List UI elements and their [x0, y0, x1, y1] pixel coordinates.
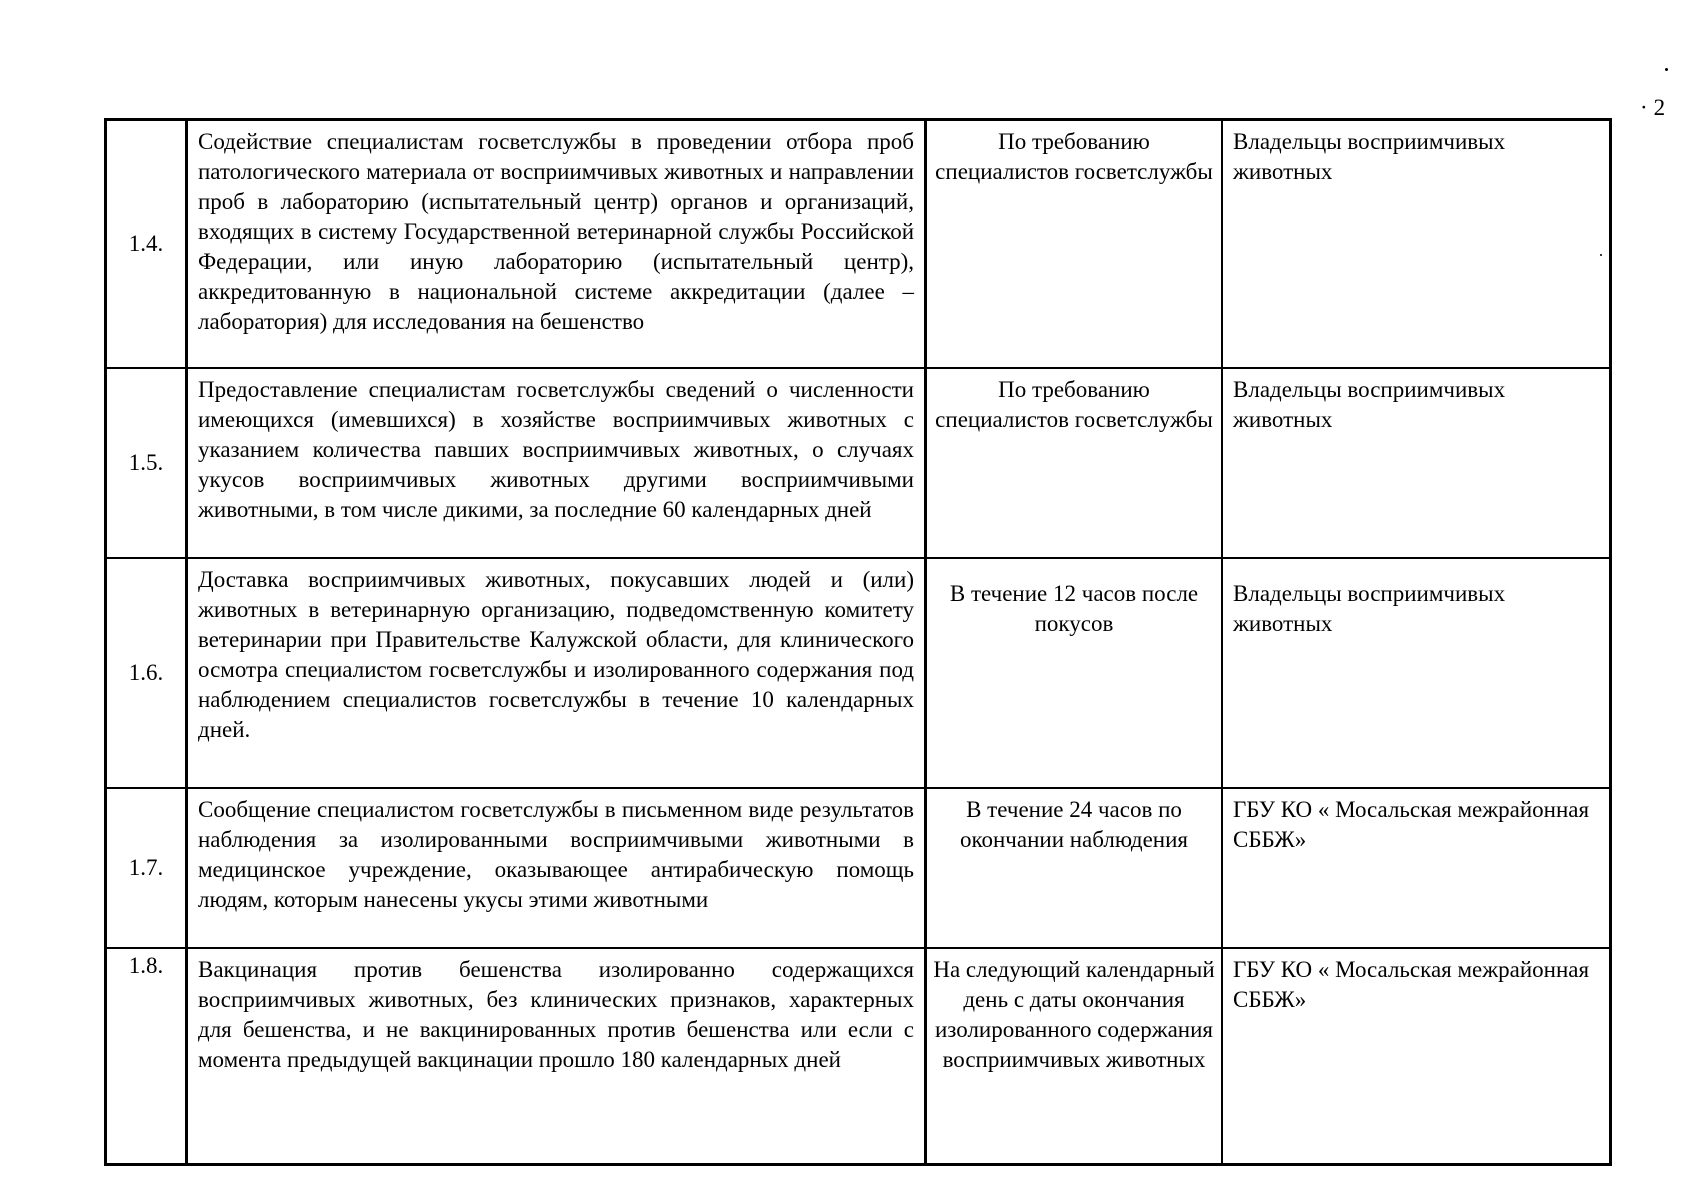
- scan-speck: [1665, 68, 1668, 71]
- row-number: 1.6.: [106, 558, 187, 788]
- page-number-value: 2: [1653, 95, 1666, 120]
- row-responsible: Владельцы восприимчивых животных: [1222, 368, 1611, 558]
- row-number: 1.4.: [106, 120, 187, 369]
- row-responsible: Владельцы восприимчивых животных: [1222, 558, 1611, 788]
- table-row: [106, 788, 1611, 948]
- row-responsible: ГБУ КО « Мосальская межрайонная СББЖ»: [1222, 948, 1611, 1165]
- row-deadline: В течение 24 часов по окончании наблюдения: [926, 788, 1223, 948]
- row-deadline: В течение 12 часов после покусов: [926, 558, 1223, 788]
- row-number: 1.8.: [106, 948, 187, 1165]
- table-row: [106, 120, 1611, 369]
- row-description: Предоставление специалистам госветслужбы сведений о численности имеющихся (имевшихся) в хозяйстве восприимчивых животных с указанием количества павших восприимчивых животных, о случаях укусов восприимчивых животных другими восприимчивыми животными, в том числе дикими, за последние 60 календарных дней: [187, 368, 926, 558]
- row-description: Доставка восприимчивых животных, покусавших людей и (или) животных в ветеринарную организацию, подведомственную комитету ветеринарии при Правительстве Калужской области, для клинического осмотра специалистом госветслужбы и изолированного содержания под наблюдением специалистов госветслужбы в течение 10 календарных дней.: [187, 558, 926, 788]
- measures-table: [104, 118, 1612, 1166]
- row-description: Сообщение специалистом госветслужбы в письменном виде результатов наблюдения за изолированными восприимчивыми животными в медицинское учреждение, оказывающее антирабическую помощь людям, которым нанесены укусы этими животными: [187, 788, 926, 948]
- page-number: · 2: [1640, 95, 1666, 120]
- row-deadline: По требованию специалистов госветслужбы: [926, 368, 1223, 558]
- row-responsible: ГБУ КО « Мосальская межрайонная СББЖ»: [1222, 788, 1611, 948]
- row-number: 1.7.: [106, 788, 187, 948]
- row-deadline: На следующий календарный день с даты окончания изолированного содержания восприимчивых животных: [926, 948, 1223, 1165]
- row-description: Содействие специалистам госветслужбы в проведении отбора проб патологического материала от восприимчивых животных и направлении проб в лабораторию (испытательный центр) органов и организаций, входящих в систему Государственной ветеринарной службы Российской Федерации, или иную лабораторию (испытательный центр), аккредитованную в национальной системе аккредитации (далее – лаборатория) для исследования на бешенство: [187, 120, 926, 369]
- row-responsible: Владельцы восприимчивых животных: [1222, 120, 1611, 369]
- row-deadline: По требованию специалистов госветслужбы: [926, 120, 1223, 369]
- table-row: [106, 368, 1611, 558]
- table-row: [106, 558, 1611, 788]
- row-number: 1.5.: [106, 368, 187, 558]
- row-description: Вакцинация против бешенства изолированно содержащихся восприимчивых животных, без клинических признаков, характерных для бешенства, и не вакцинированных против бешенства или если с момента предыдущей вакцинации прошло 180 календарных дней: [187, 948, 926, 1165]
- table-row: [106, 948, 1611, 1165]
